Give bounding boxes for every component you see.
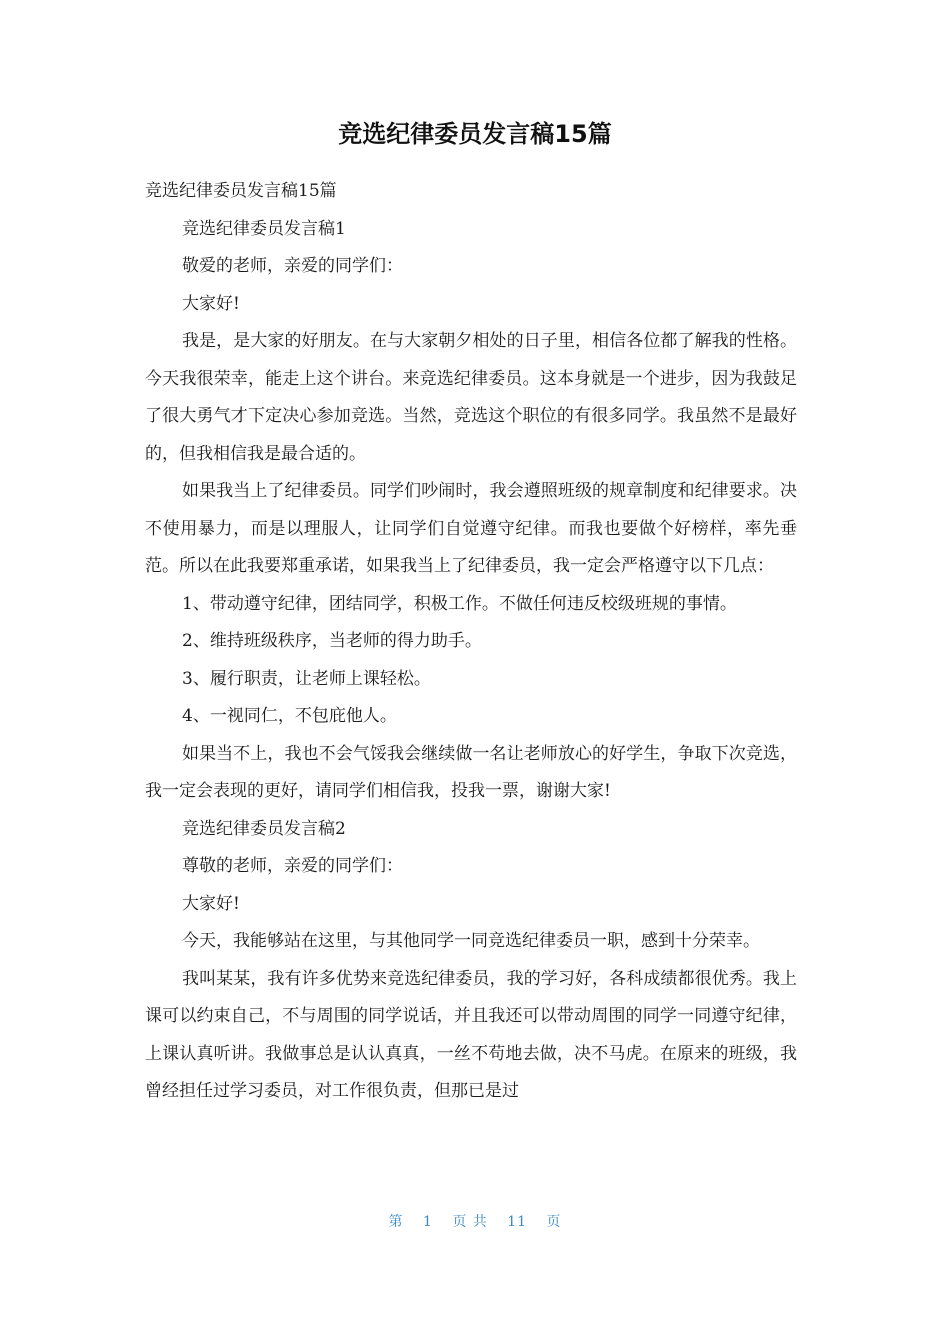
paragraph: 竞选纪律委员发言稿1 — [182, 218, 346, 239]
footer-label-pages-end: 页 — [546, 1214, 562, 1230]
footer-current-page: 1 — [422, 1214, 433, 1230]
paragraph: 今天，我能够站在这里，与其他同学一同竞选纪律委员一职，感到十分荣幸。 — [182, 931, 760, 951]
paragraph: 4、一视同仁，不包庇他人。 — [182, 706, 397, 726]
paragraph: 2、维持班级秩序，当老师的得力助手。 — [182, 631, 482, 651]
footer-total-pages: 11 — [507, 1214, 528, 1230]
paragraph: 竞选纪律委员发言稿15篇 — [145, 181, 337, 201]
document-body — [145, 173, 797, 1111]
paragraph: 敬爱的老师，亲爱的同学们： — [182, 256, 403, 276]
paragraph: 我是，是大家的好朋友。在与大家朝夕相处的日子里，相信各位都了解我的性格。今天我很荣幸，能走上这个讲台。来竞选纪律委员。这本身就是一个进步，因为我鼓足了很大勇气才下定决心参加竞选。当然，竞选这个职位的有很多同学。我虽然不是最好的，但我相信我是最合适的。 — [145, 331, 797, 464]
paragraph: 大家好! — [182, 893, 240, 914]
paragraph: 大家好! — [182, 293, 240, 314]
paragraph: 如果我当上了纪律委员。同学们吵闹时，我会遵照班级的规章制度和纪律要求。决不使用暴力，而是以理服人，让同学们自觉遵守纪律。而我也要做个好榜样，率先垂范。所以在此我要郑重承诺，如果我当上了纪律委员，我一定会严格遵守以下几点： — [145, 481, 797, 576]
paragraph: 如果当不上，我也不会气馁我会继续做一名让老师放心的好学生，争取下次竞选，我一定会表现的更好，请同学们相信我，投我一票，谢谢大家! — [145, 743, 797, 801]
paragraph: 竞选纪律委员发言稿2 — [182, 818, 346, 839]
document-title: 竞选纪律委员发言稿15篇 — [338, 120, 612, 148]
footer-label-page-of: 页 共 — [452, 1214, 488, 1230]
paragraph: 我叫某某，我有许多优势来竞选纪律委员，我的学习好，各科成绩都很优秀。我上课可以约束自己，不与周围的同学说话，并且我还可以带动周围的同学一同遵守纪律，上课认真听讲。我做事总是认认真真，一丝不苟地去做，决不马虎。在原来的班级，我曾经担任过学习委员，对工作很负责，但那已是过 — [145, 968, 797, 1101]
footer-label-page: 第 — [388, 1214, 404, 1230]
paragraph: 尊敬的老师，亲爱的同学们： — [182, 856, 403, 876]
paragraph: 1、带动遵守纪律，团结同学，积极工作。不做任何违反校级班规的事情。 — [182, 593, 737, 614]
page-footer — [0, 1210, 950, 1234]
paragraph: 3、履行职责，让老师上课轻松。 — [182, 668, 431, 689]
